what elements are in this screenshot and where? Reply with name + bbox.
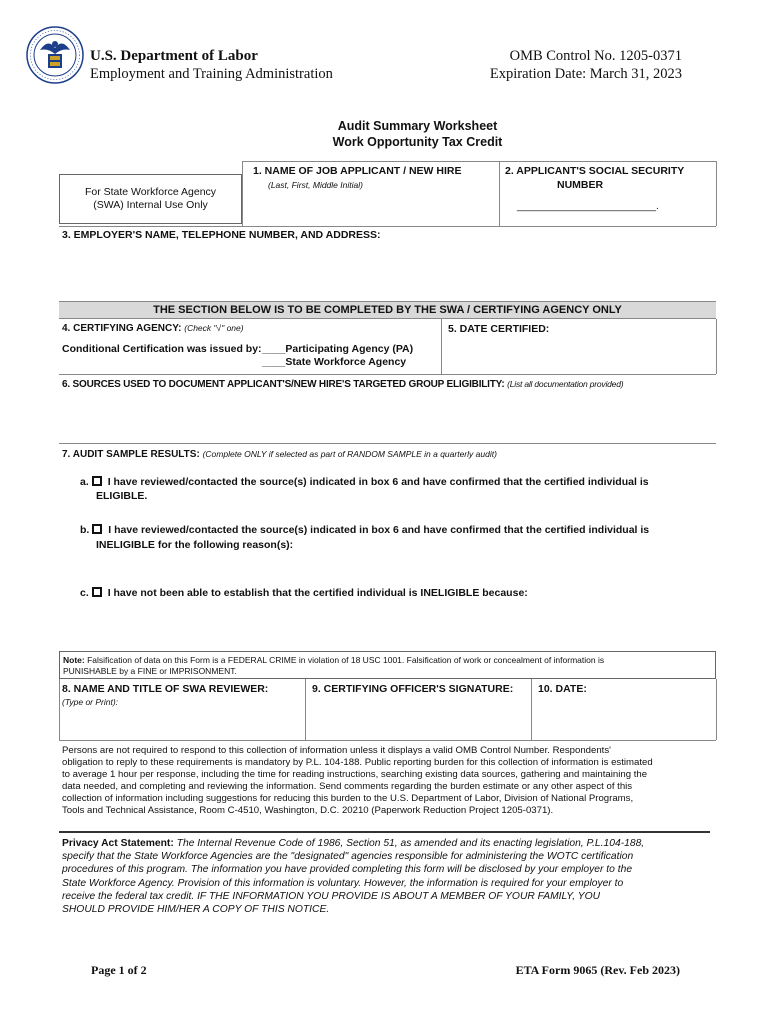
audit-option-a[interactable]: a. I have reviewed/contacted the source(s) indicated in box 6 and have confirmed that the certified individual is — [80, 476, 649, 488]
employer-info-field[interactable] — [62, 244, 712, 296]
applicant-name-field[interactable] — [244, 192, 496, 222]
field9-label: 9. CERTIFYING OFFICER'S SIGNATURE: — [312, 683, 514, 695]
burden-line: obligation to reply to these requirements is mandatory by P.L. 104-188. Public reporting burden for this collection of information is estimated — [62, 757, 653, 769]
note-line2: PUNISHABLE by a FINE or IMPRISONMENT. — [63, 666, 237, 676]
field8-label: 8. NAME AND TITLE OF SWA REVIEWER: — [62, 683, 269, 695]
swa-box-line2: (SWA) Internal Use Only — [93, 199, 208, 211]
audit-option-b-l2: INELIGIBLE for the following reason(s): — [96, 539, 294, 551]
field3-label: 3. EMPLOYER'S NAME, TELEPHONE NUMBER, AND ADDRESS: — [62, 229, 381, 241]
agency-name: Employment and Training Administration — [90, 66, 333, 82]
checkbox-icon[interactable] — [92, 587, 102, 597]
note-line1: Note: Falsification of data on this Form is a FEDERAL CRIME in violation of 18 USC 1001. Falsification of work or concealment of information is — [63, 655, 605, 665]
privacy-act-statement: Privacy Act Statement: The Internal Revenue Code of 1986, Section 51, as amended and its enacting legislation, P.L.104-188, specify that the State Workforce Agencies are the "designated" agencies responsible for administering the WOTC certification procedures of this program. The information you have provided completing this form will be disclosed by your employer to the State Workforce Agency. Provision of this information is voluntary. However, the information is required for your employer to receive the federal tax credit. IF THE INFORMATION YOU PROVIDE IS ABOUT A MEMBER OF YOUR FAMILY, YOU SHOULD PROVIDE HIM/HER A COPY OF THIS NOTICE. — [62, 838, 645, 916]
sources-field[interactable] — [62, 394, 712, 440]
form-id: ETA Form 9065 (Rev. Feb 2023) — [515, 963, 680, 977]
field1-label: 1. NAME OF JOB APPLICANT / NEW HIRE — [253, 165, 462, 177]
burden-line: Persons are not required to respond to this collection of information unless it displays a valid OMB Control Number. Respondents' — [62, 745, 611, 756]
date-field[interactable] — [536, 698, 712, 737]
conditional-certification-text: Conditional Certification was issued by: — [62, 343, 262, 355]
burden-line: collection of information including suggestions for reducing this burden to the U.S. Department of Labor, Division of National Programs, — [62, 793, 634, 805]
dol-seal-icon — [26, 26, 84, 84]
field8-hint: (Type or Print): — [62, 697, 119, 707]
checkbox-icon[interactable] — [92, 476, 102, 486]
swa-box-line1: For State Workforce Agency — [84, 186, 217, 198]
form-subtitle: Work Opportunity Tax Credit — [332, 135, 503, 149]
dept-name: U.S. Department of Labor — [90, 48, 258, 64]
page-number: Page 1 of 2 — [91, 963, 147, 977]
field4-label: 4. CERTIFYING AGENCY: (Check "√" one) — [62, 323, 244, 334]
form-title: Audit Summary Worksheet — [337, 119, 498, 133]
field2-label-l1: 2. APPLICANT'S SOCIAL SECURITY — [505, 165, 685, 177]
field6-label: 6. SOURCES USED TO DOCUMENT APPLICANT'S/NEW HIRE'S TARGETED GROUP ELIGIBILITY: (List all documentation provided) — [62, 379, 624, 390]
expiration-date: Expiration Date: March 31, 2023 — [489, 66, 682, 82]
date-certified-field[interactable] — [448, 338, 712, 370]
option-state-workforce-agency[interactable]: ____State Workforce Agency — [262, 356, 407, 368]
option-participating-agency[interactable]: ____Participating Agency (PA) — [262, 343, 414, 355]
audit-option-a-l2: ELIGIBLE. — [96, 490, 148, 502]
audit-option-b[interactable]: b. I have reviewed/contacted the source(s) indicated in box 6 and have confirmed that the certified individual is — [80, 524, 650, 536]
field7-label: 7. AUDIT SAMPLE RESULTS: (Complete ONLY if selected as part of RANDOM SAMPLE in a quarterly audit) — [62, 449, 497, 460]
field10-label: 10. DATE: — [538, 683, 587, 695]
omb-control-number: OMB Control No. 1205-0371 — [509, 48, 682, 64]
field2-label-l2: NUMBER — [557, 179, 604, 191]
audit-option-c[interactable]: c. I have not been able to establish that the certified individual is INELIGIBLE because: — [80, 587, 528, 599]
officer-signature-field[interactable] — [310, 698, 528, 737]
burden-line: data needed, and completing and reviewing the information. Send comments regarding the burden estimate or any other aspect of this — [62, 781, 633, 793]
burden-statement — [62, 745, 653, 818]
field1-hint: (Last, First, Middle Initial) — [268, 180, 363, 190]
burden-line: Tools and Technical Assistance, Room C-4510, Washington, D.C. 20210 (Paperwork Reduction Project 1205-0371). — [62, 805, 554, 817]
burden-line: to average 1 hour per response, including the time for reading instructions, searching existing data sources, gathering and maintaining the — [62, 769, 648, 781]
swa-reviewer-field[interactable] — [62, 709, 302, 737]
checkbox-icon[interactable] — [92, 524, 102, 534]
field5-label: 5. DATE CERTIFIED: — [448, 323, 550, 335]
divider — [59, 831, 710, 833]
ssn-field[interactable]: _________________________. — [517, 201, 659, 212]
swa-section-banner-text: THE SECTION BELOW IS TO BE COMPLETED BY THE SWA / CERTIFYING AGENCY ONLY — [153, 304, 622, 316]
